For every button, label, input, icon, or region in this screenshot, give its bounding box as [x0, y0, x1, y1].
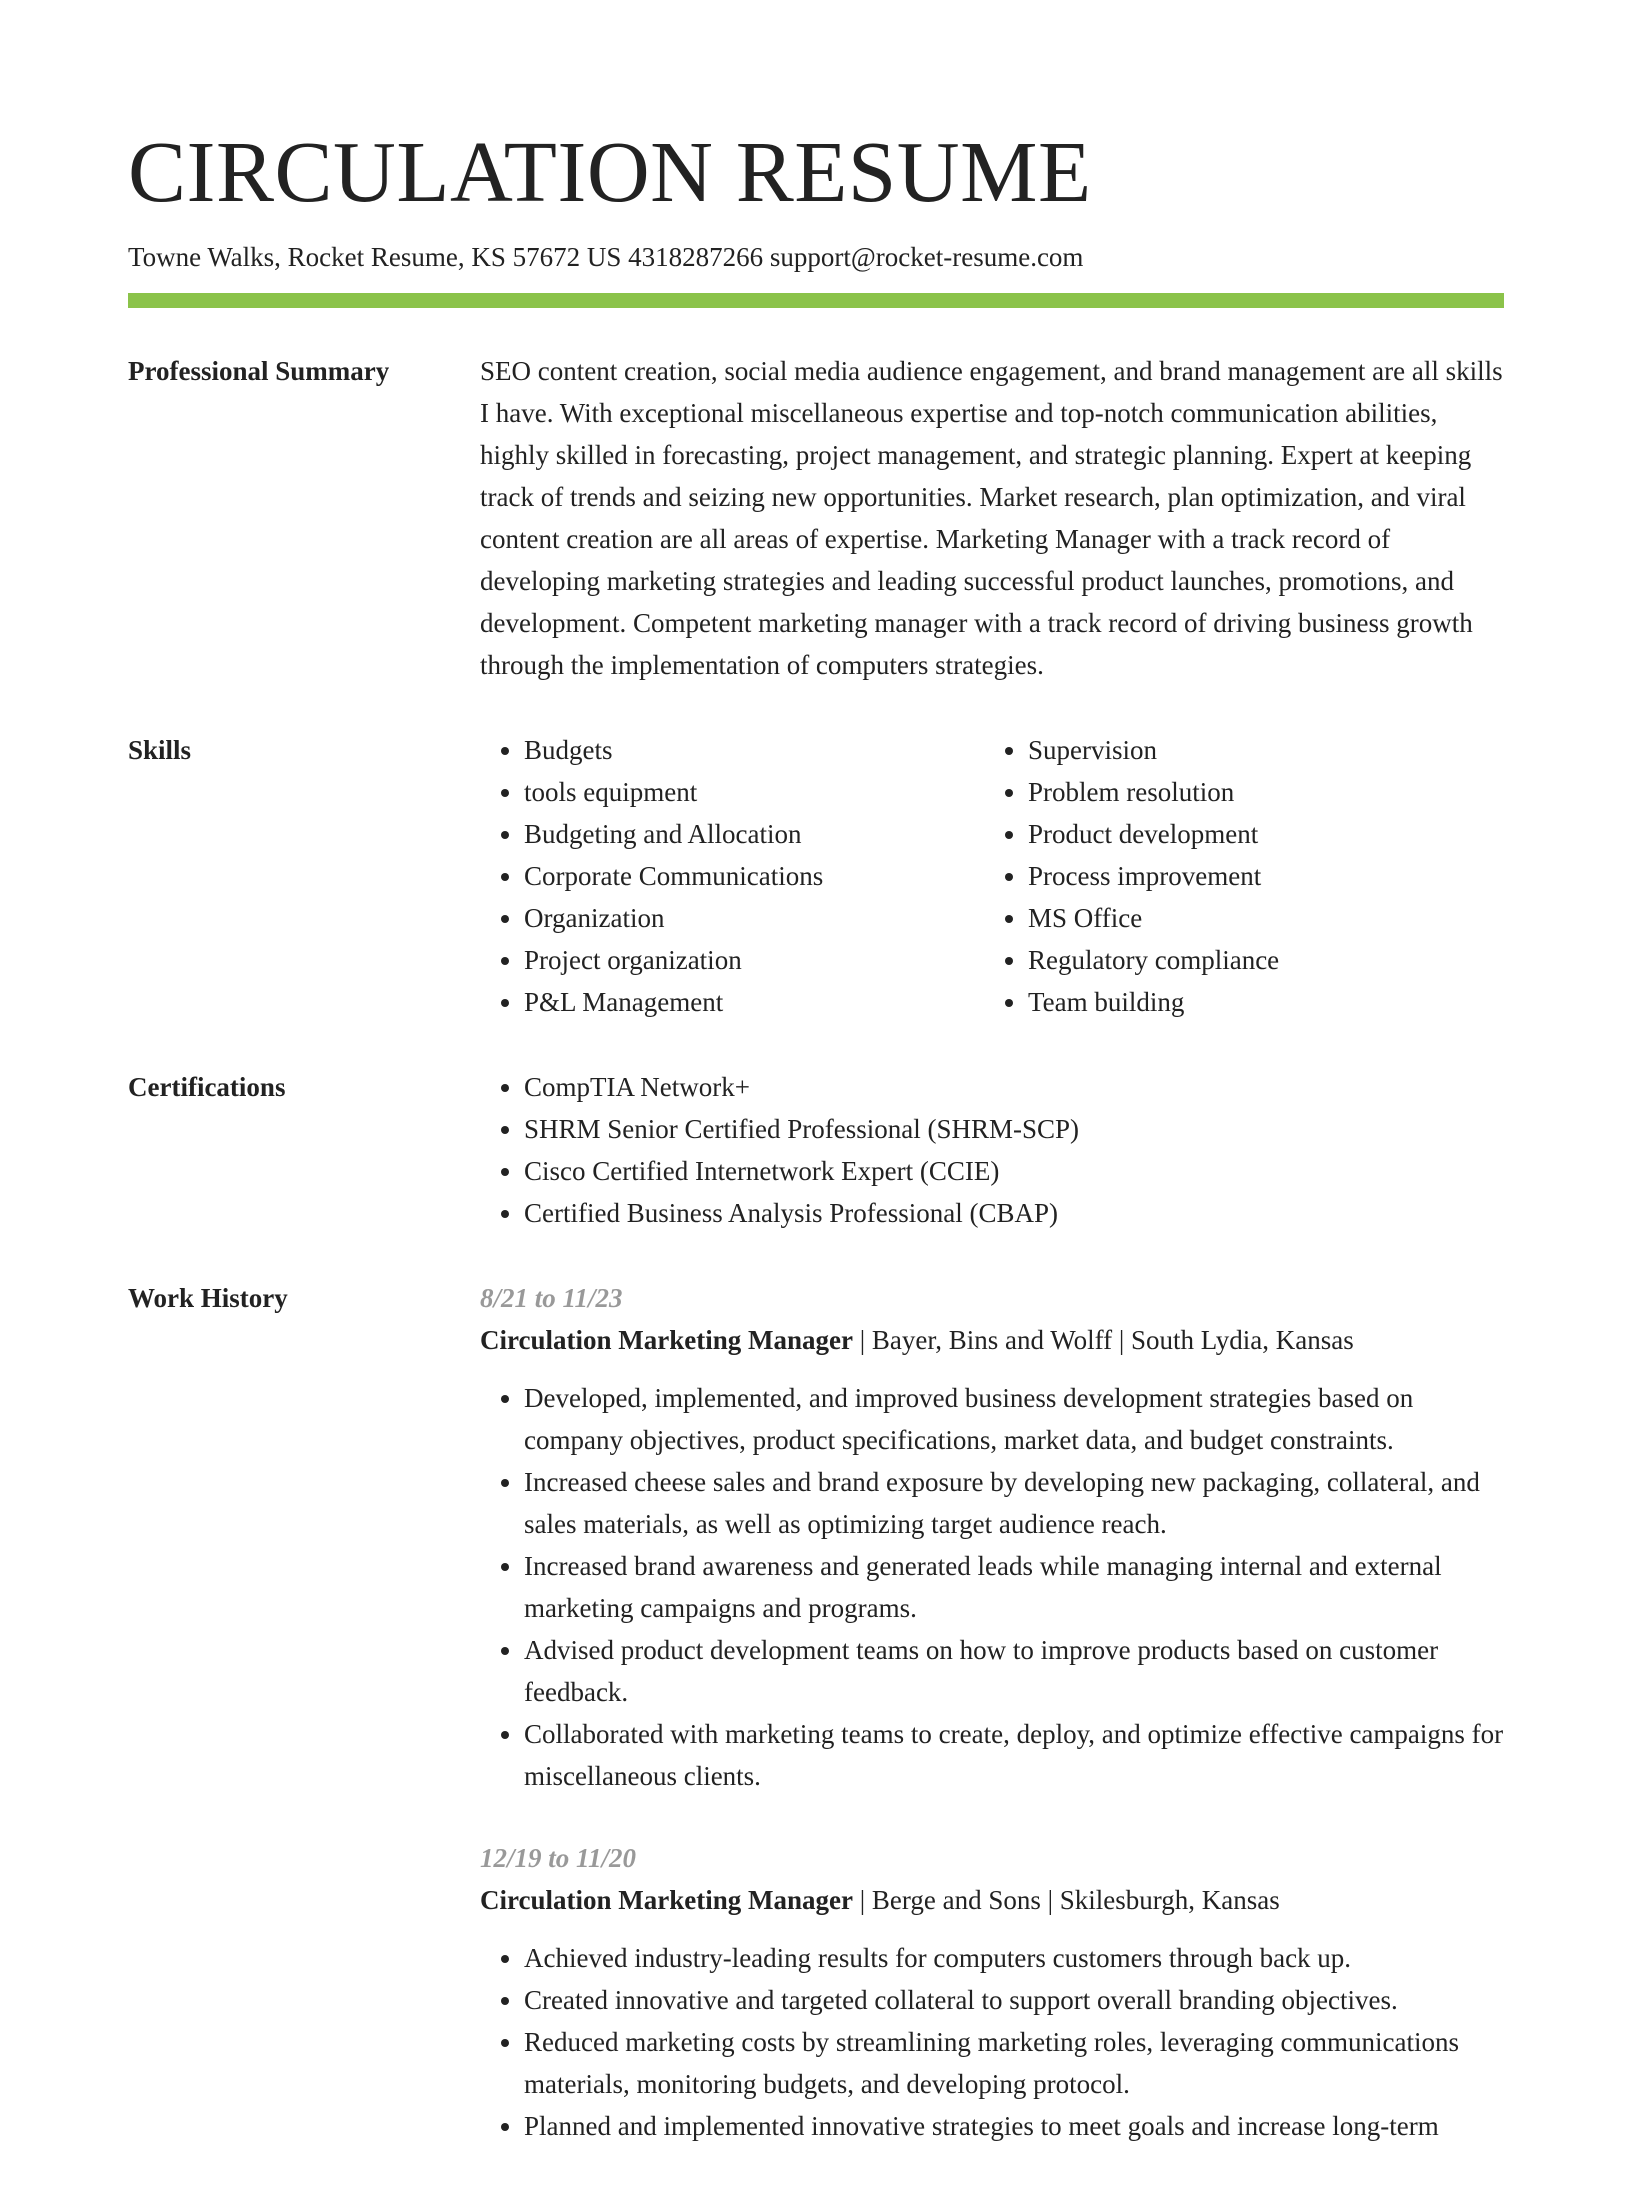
job-title-line: [480, 1879, 1504, 1921]
job-company-location: | Berge and Sons | Skilesburgh, Kansas: [852, 1885, 1280, 1915]
section-label: Professional Summary: [128, 356, 390, 386]
job-company-location: | Bayer, Bins and Wolff | South Lydia, Kansas: [852, 1325, 1354, 1355]
skill-item: • Budgeting and Allocation: [524, 813, 984, 855]
section-label: Skills: [128, 735, 192, 765]
section-label: Certifications: [128, 1072, 286, 1102]
skill-item: • Problem resolution: [1028, 771, 1548, 813]
skill-item: • Supervision: [1028, 729, 1548, 771]
professional-summary-section: [128, 350, 1504, 686]
skill-item: • Process improvement: [1028, 855, 1548, 897]
job-dates: 12/19 to 11/20: [480, 1843, 637, 1873]
work-history-list: [480, 1277, 1504, 2187]
job-bullet: • Increased cheese sales and brand exposure by developing new packaging, collateral, and sales materials, as well as optimizing target audience reach.: [524, 1461, 1504, 1545]
job-entry: [480, 1837, 1504, 2147]
section-label: Work History: [128, 1283, 288, 1313]
skill-item: • Product development: [1028, 813, 1548, 855]
job-entry: [480, 1277, 1504, 1797]
skill-item: • Team building: [1028, 981, 1548, 1023]
skill-item: • tools equipment: [524, 771, 984, 813]
skills-list-right: [984, 729, 1548, 1023]
job-bullets: [480, 1377, 1504, 1797]
certification-item: • Cisco Certified Internetwork Expert (CCIE): [524, 1150, 1504, 1192]
skill-item: • P&L Management: [524, 981, 984, 1023]
job-bullet: • Advised product development teams on how to improve products based on customer feedback.: [524, 1629, 1504, 1713]
summary-text: SEO content creation, social media audience engagement, and brand management are all skills I have. With exceptional miscellaneous expertise and top-notch communication abilities, highly skilled in forecasting, project management, and strategic planning. Expert at keeping track of trends and seizing new opportunities. Market research, plan optimization, and viral content creation are all areas of expertise. Marketing Manager with a track record of developing marketing strategies and leading successful product launches, promotions, and development. Competent marketing manager with a track record of driving business growth through the implementation of computers strategies.: [480, 356, 1503, 680]
job-bullet: • Achieved industry-leading results for computers customers through back up.: [524, 1937, 1504, 1979]
skill-item: • Corporate Communications: [524, 855, 984, 897]
skill-item: • MS Office: [1028, 897, 1548, 939]
contact-line: Towne Walks, Rocket Resume, KS 57672 US 4318287266 support@rocket-resume.com: [128, 242, 1084, 272]
job-role: Circulation Marketing Manager: [480, 1325, 853, 1355]
accent-divider: [128, 293, 1504, 308]
job-bullet: • Developed, implemented, and improved business development strategies based on company objectives, product specifications, market data, and budget constraints.: [524, 1377, 1504, 1461]
job-bullets: [480, 1937, 1504, 2147]
job-role: Circulation Marketing Manager: [480, 1885, 853, 1915]
certification-item: • CompTIA Network+: [524, 1066, 1504, 1108]
job-bullet: • Reduced marketing costs by streamlining marketing roles, leveraging communications materials, monitoring budgets, and developing protocol.: [524, 2021, 1504, 2105]
certification-item: • SHRM Senior Certified Professional (SHRM-SCP): [524, 1108, 1504, 1150]
job-bullet: • Created innovative and targeted collateral to support overall branding objectives.: [524, 1979, 1504, 2021]
job-bullet: • Planned and implemented innovative strategies to meet goals and increase long-term: [524, 2105, 1504, 2147]
resume-title: CIRCULATION RESUME: [128, 123, 1092, 220]
skill-item: • Budgets: [524, 729, 984, 771]
certifications-list: [480, 1066, 1504, 1234]
job-bullet: • Collaborated with marketing teams to create, deploy, and optimize effective campaigns for miscellaneous clients.: [524, 1713, 1504, 1797]
job-bullet: • Increased brand awareness and generated leads while managing internal and external marketing campaigns and programs.: [524, 1545, 1504, 1629]
skill-item: • Project organization: [524, 939, 984, 981]
work-history-section: [128, 1277, 1504, 2187]
skills-list-left: [480, 729, 984, 1023]
skills-section: [128, 729, 1504, 1023]
skill-item: • Organization: [524, 897, 984, 939]
skill-item: • Regulatory compliance: [1028, 939, 1548, 981]
job-title-line: [480, 1319, 1504, 1361]
certification-item: • Certified Business Analysis Professional (CBAP): [524, 1192, 1504, 1234]
resume-page: [128, 0, 1504, 2187]
job-dates: 8/21 to 11/23: [480, 1283, 623, 1313]
certifications-section: [128, 1066, 1504, 1234]
